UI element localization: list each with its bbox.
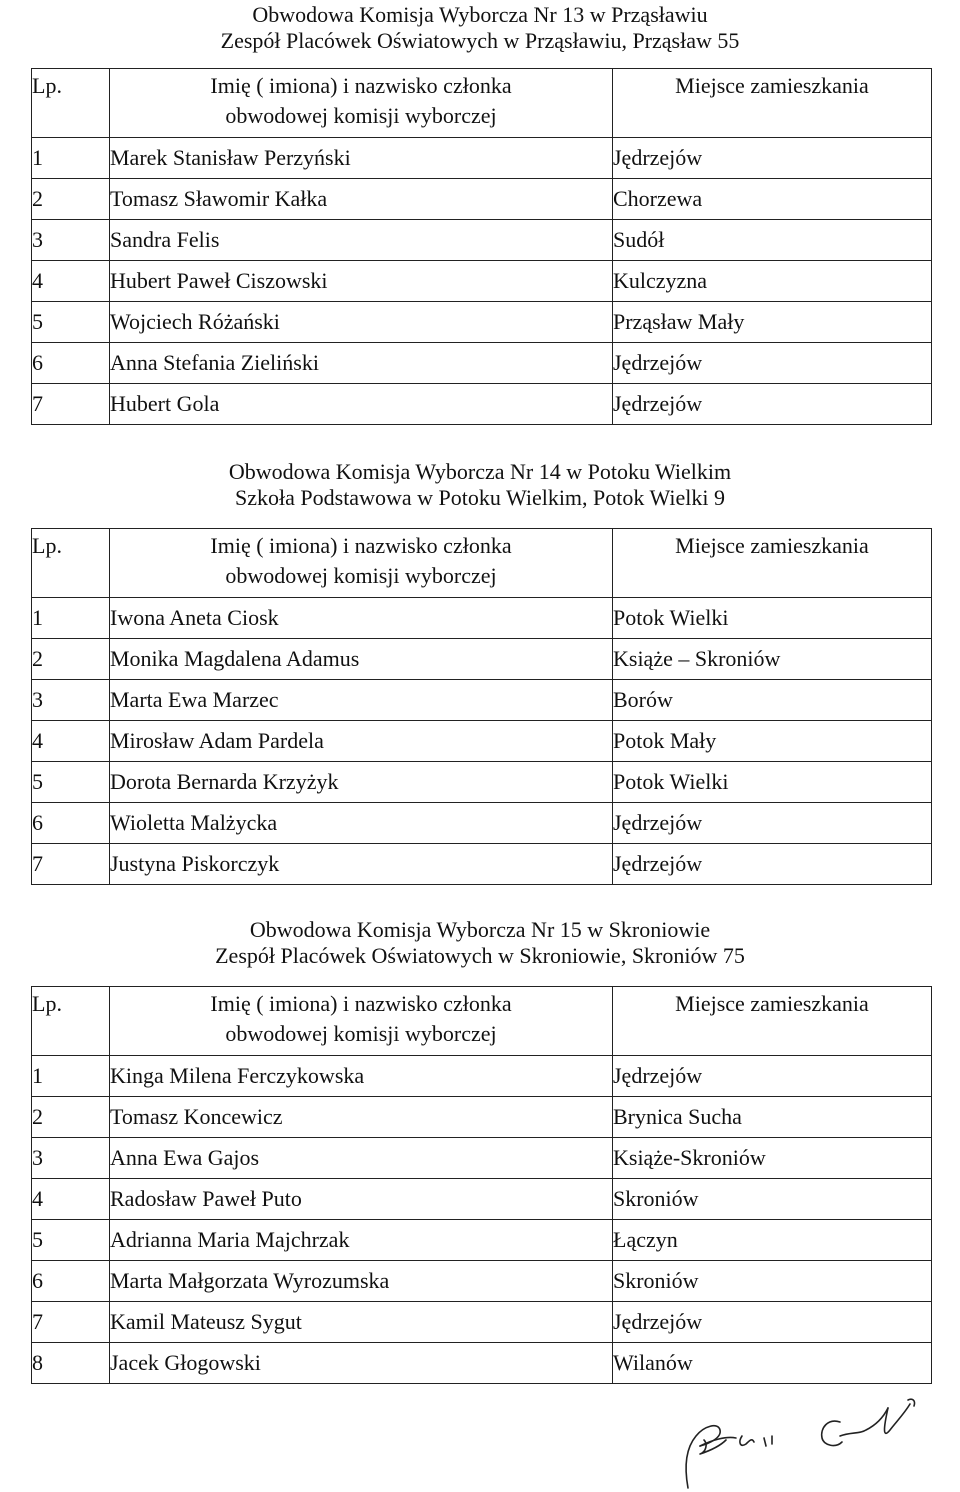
- table-header-row: [32, 529, 932, 598]
- row-number: 5: [32, 1220, 110, 1261]
- section-13-title-line2: Zespół Placówek Oświatowych w Prząsławiu, Prząsław 55: [220, 28, 740, 53]
- table-row: [32, 1343, 932, 1384]
- section-14-title-line1: Obwodowa Komisja Wyborcza Nr 14 w Potoku Wielkim: [228, 459, 732, 484]
- section-14-title-line2: Szkoła Podstawowa w Potoku Wielkim, Potok Wielki 9: [235, 485, 725, 510]
- table-row: [32, 680, 932, 721]
- member-name: Tomasz Sławomir Kałka: [110, 179, 613, 220]
- member-name: Dorota Bernarda Krzyżyk: [110, 762, 613, 803]
- row-number: 4: [32, 261, 110, 302]
- member-residence: Brynica Sucha: [613, 1097, 932, 1138]
- row-number: 2: [32, 179, 110, 220]
- member-name: Anna Stefania Zieliński: [110, 343, 613, 384]
- table-row: [32, 384, 932, 425]
- header-lp: Lp.: [32, 69, 110, 138]
- table-row: [32, 1302, 932, 1343]
- section-13-title: [30, 2, 930, 54]
- member-name: Sandra Felis: [110, 220, 613, 261]
- member-name: Marta Małgorzata Wyrozumska: [110, 1261, 613, 1302]
- member-residence: Kulczyzna: [613, 261, 932, 302]
- row-number: 1: [32, 1056, 110, 1097]
- row-number: 3: [32, 680, 110, 721]
- header-residence: Miejsce zamieszkania: [613, 69, 932, 138]
- row-number: 4: [32, 721, 110, 762]
- member-name: Anna Ewa Gajos: [110, 1138, 613, 1179]
- table-row: [32, 1056, 932, 1097]
- member-name: Hubert Paweł Ciszowski: [110, 261, 613, 302]
- row-number: 1: [32, 598, 110, 639]
- member-name: Radosław Paweł Puto: [110, 1179, 613, 1220]
- row-number: 8: [32, 1343, 110, 1384]
- row-number: 4: [32, 1179, 110, 1220]
- table-row: [32, 138, 932, 179]
- table-header-row: [32, 987, 932, 1056]
- header-member-name: Imię ( imiona) i nazwisko członka obwodowej komisji wyborczej: [110, 69, 613, 138]
- member-name: Tomasz Koncewicz: [110, 1097, 613, 1138]
- member-name: Kamil Mateusz Sygut: [110, 1302, 613, 1343]
- member-residence: Sudół: [613, 220, 932, 261]
- table-row: [32, 343, 932, 384]
- table-row: [32, 721, 932, 762]
- table-row: [32, 220, 932, 261]
- member-residence: Jędrzejów: [613, 1302, 932, 1343]
- row-number: 6: [32, 803, 110, 844]
- header-residence: Miejsce zamieszkania: [613, 987, 932, 1056]
- handwritten-signature: [660, 1396, 960, 1492]
- member-name: Jacek Głogowski: [110, 1343, 613, 1384]
- row-number: 7: [32, 1302, 110, 1343]
- member-residence: Książe-Skroniów: [613, 1138, 932, 1179]
- table-row: [32, 844, 932, 885]
- member-name: Monika Magdalena Adamus: [110, 639, 613, 680]
- member-residence: Potok Wielki: [613, 598, 932, 639]
- member-residence: Jędrzejów: [613, 384, 932, 425]
- member-residence: Potok Mały: [613, 721, 932, 762]
- member-residence: Książe – Skroniów: [613, 639, 932, 680]
- member-residence: Potok Wielki: [613, 762, 932, 803]
- section-14-title: [30, 459, 930, 511]
- member-residence: Wilanów: [613, 1343, 932, 1384]
- section-15-table: [31, 986, 932, 1384]
- table-row: [32, 598, 932, 639]
- section-13-table: [31, 68, 932, 425]
- table-header-row: [32, 69, 932, 138]
- table-row: [32, 1179, 932, 1220]
- member-name: Justyna Piskorczyk: [110, 844, 613, 885]
- section-14-table: [31, 528, 932, 885]
- table-row: [32, 1261, 932, 1302]
- member-residence: Jędrzejów: [613, 343, 932, 384]
- row-number: 3: [32, 220, 110, 261]
- header-lp: Lp.: [32, 529, 110, 598]
- row-number: 5: [32, 302, 110, 343]
- member-residence: Prząsław Mały: [613, 302, 932, 343]
- member-name: Mirosław Adam Pardela: [110, 721, 613, 762]
- member-name: Wioletta Malżycka: [110, 803, 613, 844]
- header-lp: Lp.: [32, 987, 110, 1056]
- table-row: [32, 762, 932, 803]
- member-name: Marek Stanisław Perzyński: [110, 138, 613, 179]
- member-residence: Skroniów: [613, 1179, 932, 1220]
- row-number: 6: [32, 1261, 110, 1302]
- header-member-name: Imię ( imiona) i nazwisko członka obwodowej komisji wyborczej: [110, 529, 613, 598]
- row-number: 3: [32, 1138, 110, 1179]
- table-row: [32, 803, 932, 844]
- row-number: 2: [32, 1097, 110, 1138]
- row-number: 7: [32, 384, 110, 425]
- row-number: 1: [32, 138, 110, 179]
- section-15-title: [30, 917, 930, 969]
- table-row: [32, 179, 932, 220]
- header-member-name: Imię ( imiona) i nazwisko członka obwodowej komisji wyborczej: [110, 987, 613, 1056]
- member-residence: Jędrzejów: [613, 844, 932, 885]
- row-number: 6: [32, 343, 110, 384]
- table-row: [32, 1097, 932, 1138]
- member-residence: Jędrzejów: [613, 1056, 932, 1097]
- header-residence: Miejsce zamieszkania: [613, 529, 932, 598]
- table-row: [32, 1138, 932, 1179]
- member-residence: Borów: [613, 680, 932, 721]
- member-name: Hubert Gola: [110, 384, 613, 425]
- table-row: [32, 639, 932, 680]
- section-15-title-line1: Obwodowa Komisja Wyborcza Nr 15 w Skroniowie: [249, 917, 711, 942]
- row-number: 7: [32, 844, 110, 885]
- member-residence: Jędrzejów: [613, 138, 932, 179]
- table-row: [32, 302, 932, 343]
- member-residence: Jędrzejów: [613, 803, 932, 844]
- member-residence: Łączyn: [613, 1220, 932, 1261]
- row-number: 5: [32, 762, 110, 803]
- table-row: [32, 1220, 932, 1261]
- member-name: Wojciech Różański: [110, 302, 613, 343]
- row-number: 2: [32, 639, 110, 680]
- section-15-title-line2: Zespół Placówek Oświatowych w Skroniowie, Skroniów 75: [215, 943, 745, 968]
- member-residence: Chorzewa: [613, 179, 932, 220]
- member-name: Kinga Milena Ferczykowska: [110, 1056, 613, 1097]
- member-residence: Skroniów: [613, 1261, 932, 1302]
- member-name: Iwona Aneta Ciosk: [110, 598, 613, 639]
- section-13-title-line1: Obwodowa Komisja Wyborcza Nr 13 w Prząsławiu: [252, 2, 708, 27]
- member-name: Adrianna Maria Majchrzak: [110, 1220, 613, 1261]
- member-name: Marta Ewa Marzec: [110, 680, 613, 721]
- table-row: [32, 261, 932, 302]
